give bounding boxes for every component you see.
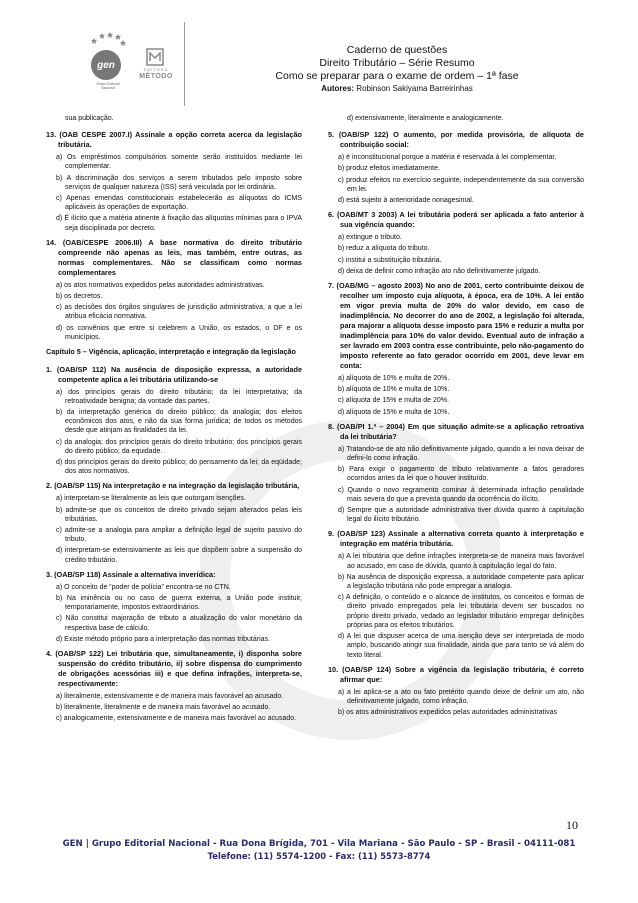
question-1 — [46, 365, 302, 477]
question-9 — [328, 529, 584, 659]
question-head: 3. (OAB/SP 118) Assinale a alternativa inverídica: — [46, 569, 216, 579]
option-b: b) A discriminação dos serviços a serem tributados pelo imposto sobre serviços de qualquer natureza (ISS) será veiculada por lei ordinária. — [56, 174, 302, 191]
option-a: a) alíquota de 10% e multa de 20%. — [338, 375, 450, 383]
question-head: 7. (OAB/MG – agosto 2003) No ano de 2001, certo contribuinte deixou de recolher um imposto cuja alíquota, à época, era de 10%. A lei então em vigor previa multa de 20% do valor devido, em caso de inadimplência. No decorrer do ano de 2002, a legislação foi alterada, para majorar a alíquota desse imposto para 15% e reduzir a multa por inadimplência para 10% do valor devido. Eventual auto de infração a ser lavrado em 2003 contra esse contribuinte, pelo não-pagamento do imposto referente ao fato gerador ocorrido em 2001, deve levar em conta: — [328, 281, 584, 371]
page-footer — [0, 838, 638, 870]
option-d: d) A lei que dispuser acerca de uma isenção deve ser interpretada de modo amplo, buscando atingir sua finalidade, ainda que para tanto se vá além do texto literal. — [338, 633, 584, 659]
question-4 — [46, 649, 302, 724]
question-head: 6. (OAB/MT 3 2003) A lei tributária poderá ser aplicada a fato anterior à sua vigência quando: — [328, 210, 584, 230]
option-c: c) as decisões dos órgãos singulares de jurisdição administrativa, a que a lei atribua eficácia normativa. — [56, 304, 302, 321]
option-a: a) a lei aplica-se a ato ou fato pretérito quando deixe de definir um ato, não definitivamente julgado, como infração. — [338, 688, 584, 705]
option-d: d) alíquota de 15% e multa de 10%. — [338, 408, 450, 416]
option-c: c) A definição, o conteúdo e o alcance de institutos, os conceitos e formas de direito privado empregados pela lei tributária devem ser buscados no próprio direito privado, vedado ao legislador tributário empregar definições próprias para os efeitos tributários. — [338, 594, 584, 629]
option-b: b) literalmente, literalmente e de maneira mais favorável ao acusado. — [56, 704, 271, 712]
question-head: 13. (OAB CESPE 2007.I) Assinale a opção correta acerca da legislação tributária. — [46, 130, 302, 150]
option-a: a) A lei tributária que define infrações interpreta-se de maneira mais favorável ao acusado, em caso de dúvida, quanto à capitulação legal do fato. — [338, 553, 584, 570]
question-head: 14. (OAB/CESPE 2006.III) A base normativa do direito tributário compreende não apenas as leis, mas também, entre outras, as normas complementares. Não se classificam como normas complementares — [46, 237, 302, 277]
right-column — [328, 114, 584, 722]
option-d: d) É ilícito que a matéria atinente à fixação das alíquotas mínimas para o IPVA seja disciplinada por decreto. — [56, 215, 302, 232]
option-c: c) Quando o novo regramento cominar à determinada infração penalidade mais severa do que a prevista quando da ocorrência do ilícito. — [338, 486, 584, 503]
footer-address: GEN | Grupo Editorial Nacional - Rua Dona Brígida, 701 - Vila Mariana - São Paulo - SP - Brasil - 04111-081 — [62, 839, 576, 849]
question-7 — [328, 281, 584, 417]
stars-icon — [88, 30, 128, 48]
option-c: c) alíquota de 15% e multa de 20%. — [338, 397, 449, 405]
option-d: d) Existe método próprio para a interpretação das normas tributárias. — [56, 635, 270, 643]
question-5 — [328, 130, 584, 205]
option-a: a) é inconstitucional porque a matéria é reservada à lei complementar. — [338, 154, 557, 162]
option-d: d) interpretam-se extensivamente as leis que dispõem sobre a suspensão do crédito tributário. — [56, 547, 302, 564]
option-c: c) Apenas emendas constitucionais estabelecerão as alíquotas do ICMS aplicáveis às operações de exportação. — [56, 195, 302, 212]
option-b: b) Para exigir o pagamento de tributo relativamente a fatos geradores ocorridos antes da lei que o houver instituído. — [338, 466, 584, 483]
question-head: 10. (OAB/SP 124) Sobre a vigência da legislação tributária, é correto afirmar que: — [328, 664, 584, 684]
option-a: a) os atos normativos expedidos pelas autoridades administrativas. — [56, 281, 265, 289]
option-b: b) admite-se que os conceitos de direito privado sejam alterados pelas leis tributárias. — [56, 506, 302, 523]
question-head: 4. (OAB/SP 122) Lei tributária que, simultaneamente, i) disponha sobre suspensão do crédito tributário, ii) sobre dispensa do cumprimento de obrigações acessórias iii) e que defina infrações, interpreta-se, respectivamente: — [46, 649, 302, 689]
option-c: c) da analogia; dos princípios gerais do direito tributário; dos princípios gerais do direito público; da equidade. — [56, 438, 302, 455]
question-head: 8. (OAB/PI 1.ª – 2004) Em que situação admite-se a aplicação retroativa da lei tributária? — [328, 421, 584, 441]
question-6 — [328, 210, 584, 276]
left-column — [46, 114, 302, 729]
option-d: d) Sempre que a autoridade administrativa tiver dúvida quanto à capitulação legal do ilícito tributário. — [338, 507, 584, 524]
option-a: a) Os empréstimos compulsórios somente serão instituídos mediante lei complementar. — [56, 154, 302, 171]
gen-logo — [88, 28, 128, 94]
header-title: Caderno de questões — [346, 44, 448, 56]
question-2 — [46, 481, 302, 564]
continued-text: sua publicação. — [65, 115, 114, 122]
option-d: d) dos princípios gerais do direito público; do pensamento da lei; da eqüidade; dos atos normativos. — [56, 458, 302, 476]
metodo-logo-editora: EDITORA — [143, 67, 169, 72]
continued-text: d) extensivamente, literalmente e analogicamente. — [347, 115, 504, 122]
option-a: a) O conceito de “poder de polícia” encontra-se no CTN. — [56, 583, 231, 591]
option-b: b) os decretos. — [56, 293, 103, 301]
gen-logo-mark: gen — [91, 50, 121, 80]
question-8 — [328, 422, 584, 525]
header-subject: Direito Tributário – Série Resumo — [319, 57, 475, 69]
question-head: 1. (OAB/SP 112) Na ausência de disposição expressa, a autoridade competente aplica a lei tributária utilizando-se — [46, 364, 302, 384]
footer-phone: Telefone: (11) 5574-1200 - Fax: (11) 5573-8774 — [207, 851, 431, 861]
option-a: a) extingue o tributo. — [338, 234, 402, 242]
question-13 — [46, 130, 302, 233]
option-d: d) deixa de definir como infração ato não definitivamente julgado. — [338, 267, 541, 275]
option-b: b) reduz a alíquota do tributo. — [338, 245, 430, 253]
option-a: a) dos princípios gerais do direito tributário; da lei interpretativa; da retroatividade benigna; da vontade das partes. — [56, 388, 302, 405]
option-b: b) os atos administrativos expedidos pelas autoridades administrativas — [338, 709, 558, 717]
metodo-logo-name: MÉTODO — [139, 73, 173, 80]
question-14 — [46, 238, 302, 342]
option-a: a) Tratando-se de ato não definitivamente julgado, quando a lei nova deixar de defini-lo como infração. — [338, 445, 584, 463]
question-head: 5. (OAB/SP 122) O aumento, por medida provisória, de alíquota de contribuição social: — [328, 130, 584, 150]
option-b: b) Na ausência de disposição expressa, a autoridade competente para aplicar a legislação tributária não pode empregar a analogia. — [338, 573, 584, 591]
option-b: b) alíquota de 10% e multa de 10%. — [338, 386, 450, 394]
option-c: c) analogicamente, extensivamente e de maneira mais favorável ao acusado. — [56, 715, 297, 723]
option-b: b) da interpretação genérica do direito público; da analogia; dos efeitos econômicos dos atos, e não da sua forma jurídica; de todos os métodos desde que atinjam as finalidades da lei. — [56, 408, 302, 435]
option-d: d) os convênios que entre si celebrem a União, os estados, o DF e os municípios. — [56, 324, 302, 341]
header-divider — [184, 22, 185, 106]
question-head: 2. (OAB/SP 115) Na interpretação e na integração da legislação tributária, — [46, 481, 300, 491]
option-a: a) literalmente, extensivamente e de maneira mais favorável ao acusado. — [56, 693, 284, 701]
header-authors — [208, 83, 586, 94]
option-d: d) está sujeito à anterioridade nonagesimal. — [338, 197, 474, 205]
option-c: c) produz efeitos no exercício seguinte, independentemente da sua conversão em lei. — [338, 176, 584, 193]
authors-name: Robinson Sakiyama Barreirinhas — [354, 84, 473, 93]
page-header — [88, 22, 588, 106]
page-number: 10 — [566, 818, 578, 832]
question-head: 9. (OAB/SP 123) Assinale a alternativa correta quanto à interpretação e integração em matéria tributária. — [328, 529, 584, 549]
authors-label: Autores: — [321, 84, 355, 93]
header-series: Como se preparar para o exame de ordem – 1ª fase — [275, 70, 519, 82]
gen-logo-subtitle: Grupo Editorial Nacional — [96, 82, 120, 90]
question-3 — [46, 570, 302, 644]
header-text — [208, 44, 586, 94]
metodo-logo-icon — [146, 48, 164, 66]
option-b: b) Na iminência ou no caso de guerra externa, a União pode instituir, temporariamente, impostos extraordinários. — [56, 595, 302, 612]
option-c: c) admite-se a analogia para ampliar a definição legal de sujeito passivo do tributo. — [56, 526, 302, 544]
question-10 — [328, 665, 584, 718]
metodo-logo — [134, 48, 178, 88]
option-b: b) produz efeitos imediatamente. — [338, 165, 440, 173]
option-a: a) interpretam-se literalmente as leis que outorgam isenções. — [56, 495, 246, 503]
option-c: c) Não constitui majoração de tributo a atualização do valor monetário da respectiva base de cálculo. — [56, 615, 302, 632]
chapter-heading: Capítulo 5 – Vigência, aplicação, interpretação e integração da legislação — [46, 347, 296, 357]
option-c: c) institui a substituição tributária. — [338, 256, 442, 264]
